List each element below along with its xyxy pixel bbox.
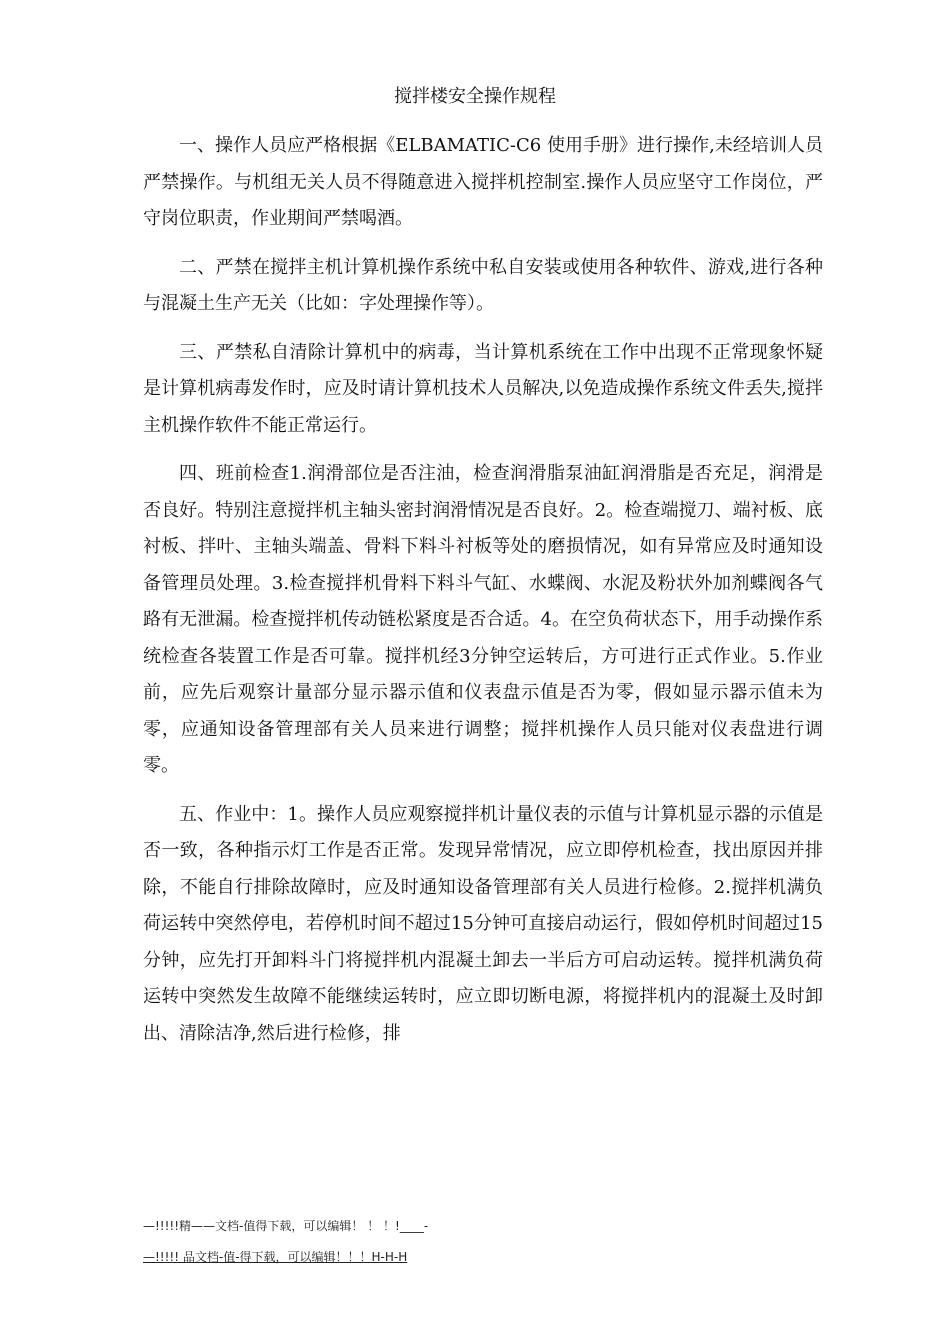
document-title: 搅拌楼安全操作规程 — [394, 86, 556, 107]
paragraph-3: 三、严禁私自清除计算机中的病毒，当计算机系统在工作中出现不正常现象怀疑是计算机病毒发作时，应及时请计算机技术人员解决,以免造成操作系统文件丢失,搅拌主机操作软件不能正常运行。 — [143, 341, 823, 436]
footer-line-1: —!!!!!精——文档-值得下载，可以编辑！ ！ ！!____- — [143, 1219, 429, 1233]
paragraph-5: 五、作业中：1。操作人员应观察搅拌机计量仪表的示值与计算机显示器的示值是否一致，各种指示灯工作是否正常。发现异常情况，应立即停机检查，找出原因并排除，不能自行排除故障时，应及时通知设备管理部有关人员进行检修。2.搅拌机满负荷运转中突然停电，若停机时间不超过15分钟可直接启动运行，假如停机时间超过15分钟，应先打开卸料斗门将搅拌机内混凝土卸去一半后方可启动运转。搅拌机满负荷运转中突然发生故障不能继续运转时，应立即切断电源，将搅拌机内的混凝土及时卸出、清除洁净,然后进行检修，排 — [143, 803, 823, 1044]
paragraph-1: 一、操作人员应严格根据《ELBAMATIC-C6 使用手册》进行操作,未经培训人员严禁操作。与机组无关人员不得随意进入搅拌机控制室.操作人员应坚守工作岗位，严守岗位职责，作业期间严禁喝酒。 — [143, 135, 823, 229]
footer-line-2: —!!!!! 品文档-值-得下载，可以编辑！！！H-H-H — [143, 1250, 408, 1264]
paragraph-2: 二、严禁在搅拌主机计算机操作系统中私自安装或使用各种软件、游戏,进行各种与混凝土生产无关（比如：字处理操作等）。 — [143, 256, 823, 314]
document-body — [143, 128, 823, 1064]
paragraph-4: 四、班前检查1.润滑部位是否注油，检查润滑脂泵油缸润滑脂是否充足，润滑是否良好。特别注意搅拌机主轴头密封润滑情况是否良好。2。检查端搅刀、端衬板、底衬板、拌叶、主轴头端盖、骨料下料斗衬板等处的磨损情况，如有异常应及时通知设备管理员处理。3.检查搅拌机骨料下料斗气缸、水蝶阀、水泥及粉状外加剂蝶阀各气路有无泄漏。检查搅拌机传动链松紧度是否合适。4。在空负荷状态下，用手动操作系统检查各装置工作是否可靠。搅拌机经3分钟空运转后，方可进行正式作业。5.作业前，应先后观察计量部分显示器示值和仪表盘示值是否为零，假如显示器示值未为零，应通知设备管理部有关人员来进行调整；搅拌机操作人员只能对仪表盘进行调零。 — [143, 463, 823, 776]
